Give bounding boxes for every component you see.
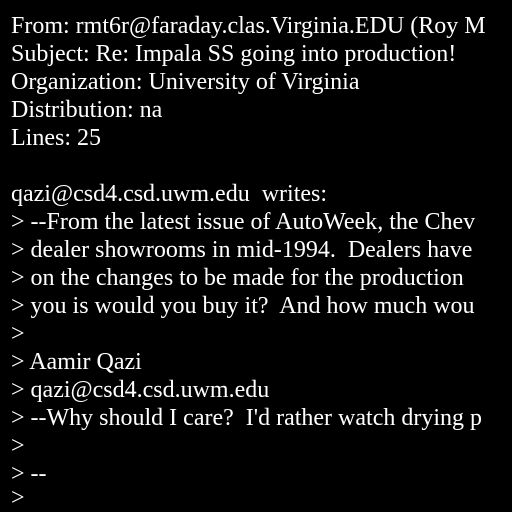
header-organization: Organization: University of Virginia xyxy=(11,69,360,95)
quoted-line: > you is would you buy it? And how much wou xyxy=(11,293,475,319)
quoted-line: > --Why should I care? I'd rather watch drying p xyxy=(11,405,483,431)
quoted-line: > Aamir Qazi xyxy=(11,349,142,375)
header-from: From: rmt6r@faraday.clas.Virginia.EDU (Roy M xyxy=(11,13,486,39)
quoted-line: > -- xyxy=(11,461,47,487)
header-distribution: Distribution: na xyxy=(11,97,163,123)
header-subject: Subject: Re: Impala SS going into production! xyxy=(11,41,457,67)
quoted-line: > qazi@csd4.csd.uwm.edu xyxy=(11,377,270,403)
header-lines: Lines: 25 xyxy=(11,125,101,151)
quoted-line: > xyxy=(11,321,25,347)
quoted-line: > dealer showrooms in mid-1994. Dealers have xyxy=(11,237,473,263)
attribution-line: qazi@csd4.csd.uwm.edu writes: xyxy=(11,181,328,207)
quoted-line: > xyxy=(11,485,25,511)
quoted-line: > on the changes to be made for the production xyxy=(11,265,464,291)
quoted-line: > xyxy=(11,433,25,459)
quoted-line: > --From the latest issue of AutoWeek, the Chev xyxy=(11,209,476,235)
